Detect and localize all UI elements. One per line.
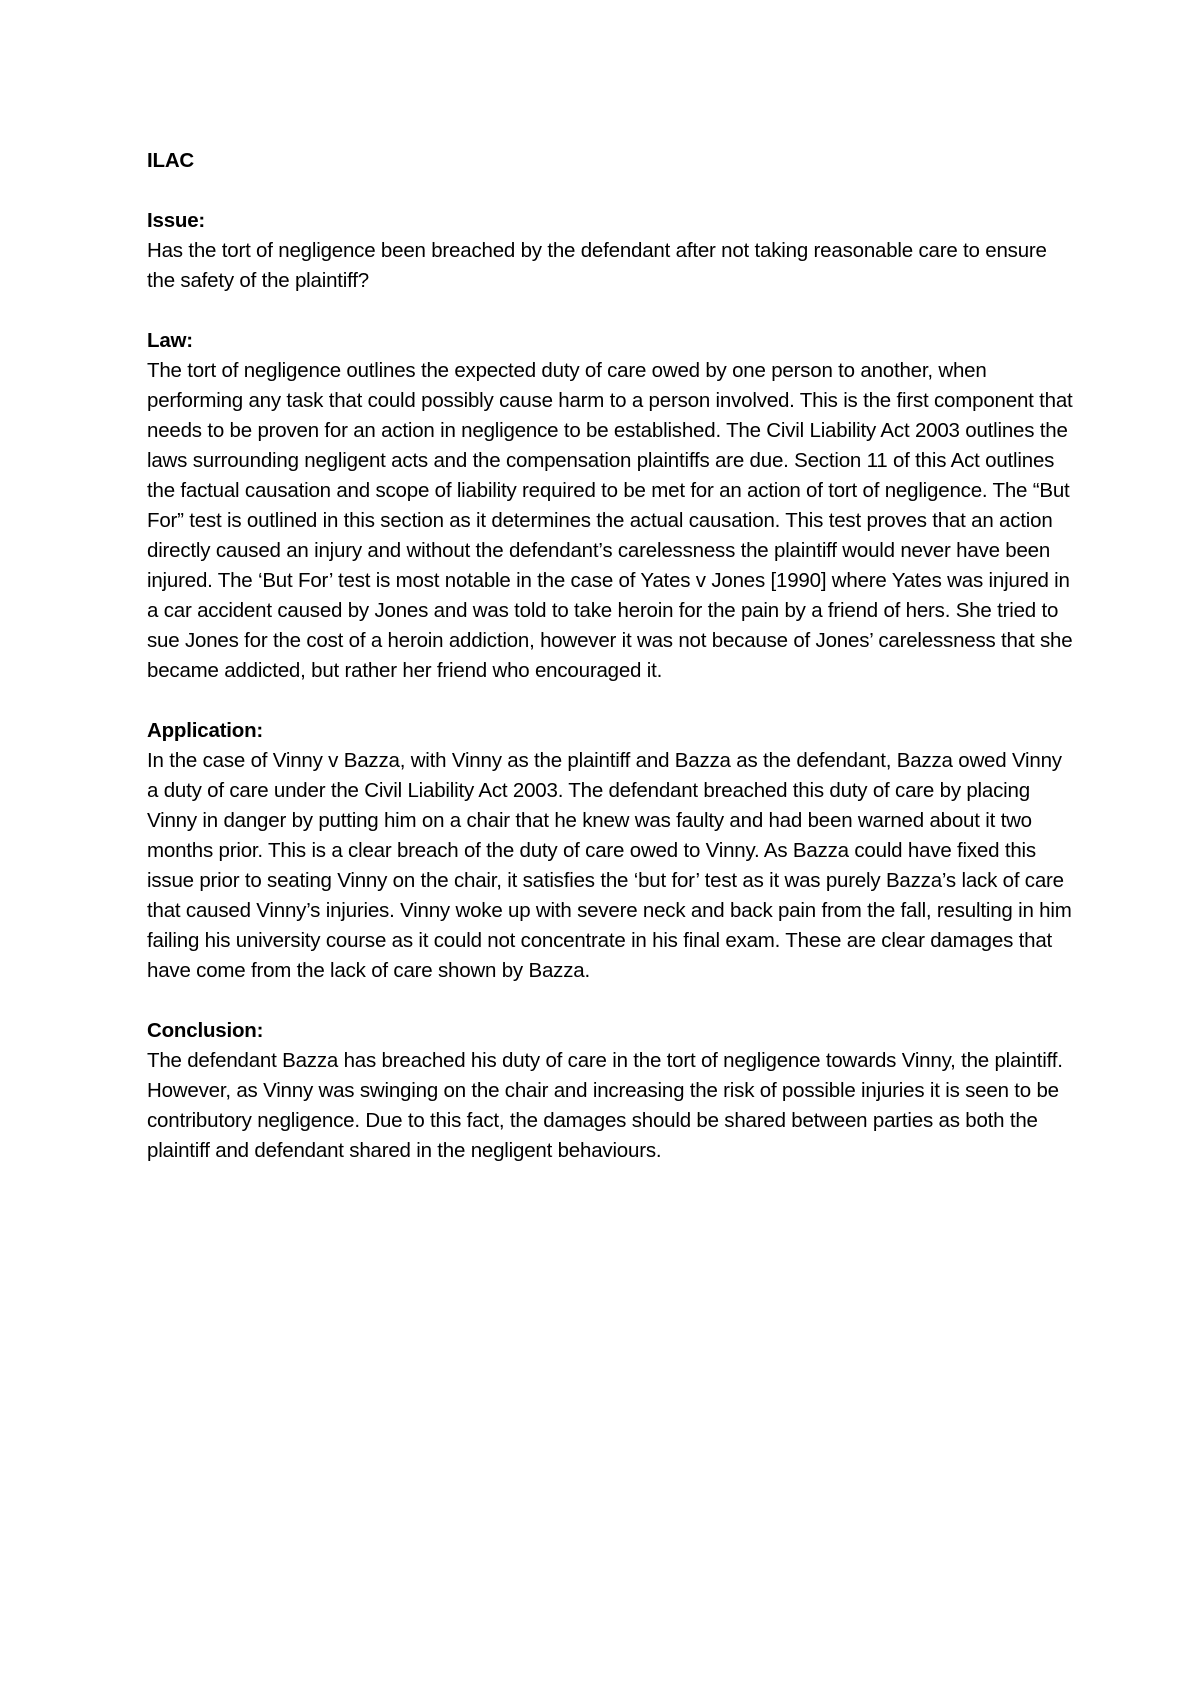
issue-section bbox=[147, 206, 1077, 296]
application-heading: Application: bbox=[147, 719, 264, 742]
conclusion-body: The defendant Bazza has breached his duty of care in the tort of negligence towards Vinny, the plaintiff. However, as Vinny was swinging on the chair and increasing the risk of possible injuries it is seen to be contributory negligence. Due to this fact, the damages should be shared between parties as both the plaintiff and defendant shared in the negligent behaviours. bbox=[147, 1049, 1063, 1162]
application-section bbox=[147, 716, 1077, 986]
issue-body: Has the tort of negligence been breached by the defendant after not taking reasonable care to ensure the safety of the plaintiff? bbox=[147, 239, 1047, 292]
law-body: The tort of negligence outlines the expected duty of care owed by one person to another, when performing any task that could possibly cause harm to a person involved. This is the first component that needs to be proven for an action in negligence to be established. The Civil Liability Act 2003 outlines the laws surrounding negligent acts and the compensation plaintiffs are due. Section 11 of this Act outlines the factual causation and scope of liability required to be met for an action of tort of negligence. The “But For” test is outlined in this section as it determines the actual causation. This test proves that an action directly caused an injury and without the defendant’s carelessness the plaintiff would never have been injured. The ‘But For’ test is most notable in the case of Yates v Jones [1990] where Yates was injured in a car accident caused by Jones and was told to take heroin for the pain by a friend of hers. She tried to sue Jones for the cost of a heroin addiction, however it was not because of Jones’ carelessness that she became addicted, but rather her friend who encouraged it. bbox=[147, 359, 1073, 682]
law-heading: Law: bbox=[147, 329, 193, 352]
issue-heading: Issue: bbox=[147, 209, 206, 232]
document-title: ILAC bbox=[147, 149, 195, 172]
conclusion-section bbox=[147, 1016, 1077, 1166]
law-section bbox=[147, 326, 1077, 686]
conclusion-heading: Conclusion: bbox=[147, 1019, 264, 1042]
document-page bbox=[147, 146, 1077, 1196]
application-body: In the case of Vinny v Bazza, with Vinny as the plaintiff and Bazza as the defendant, Bazza owed Vinny a duty of care under the Civil Liability Act 2003. The defendant breached this duty of care by placing Vinny in danger by putting him on a chair that he knew was faulty and had been warned about it two months prior. This is a clear breach of the duty of care owed to Vinny. As Bazza could have fixed this issue prior to seating Vinny on the chair, it satisfies the ‘but for’ test as it was purely Bazza’s lack of care that caused Vinny’s injuries. Vinny woke up with severe neck and back pain from the fall, resulting in him failing his university course as it could not concentrate in his final exam. These are clear damages that have come from the lack of care shown by Bazza. bbox=[147, 749, 1072, 982]
